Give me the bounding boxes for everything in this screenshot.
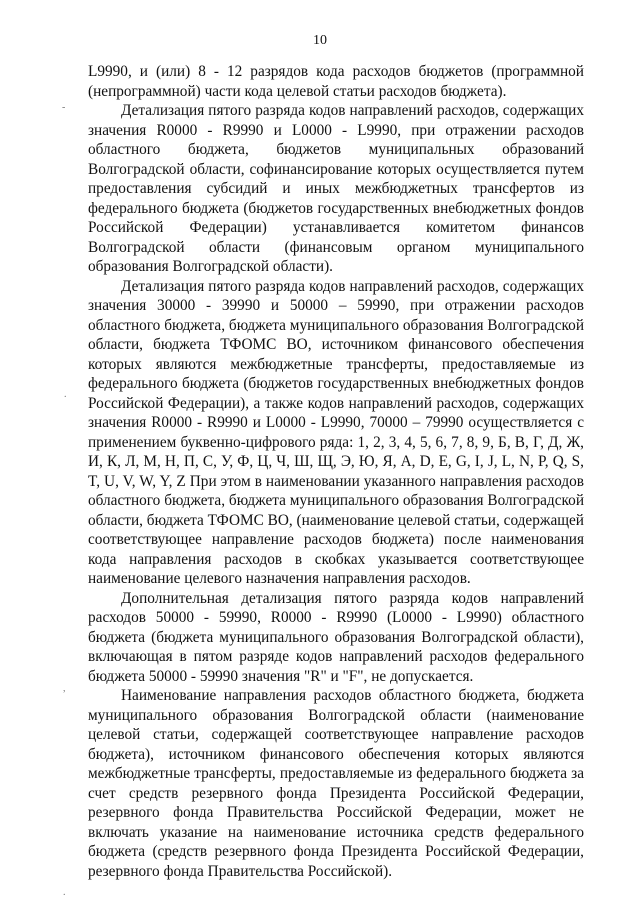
paragraph-naming-rules: Наименование направления расходов областного бюджета, бюджета муниципального образования Волгоградской области (наименование целевой статьи, содержащей соответствующее направление расходов бюджета), источником финансового обеспечения которых являются межбюджетные трансферты, предоставляемые из федерального бюджета за счет средств резервного фонда Президента Российской Федерации, резервного фонда Правительства Российской Федерации, может не включать указание на наименование источника средств федерального бюджета (средств резервного фонда Президента Российской Федерации, резервного фонда Правительства Российской). bbox=[88, 687, 584, 880]
paragraph-detail-30000-50000-codes: Детализация пятого разряда кодов направлений расходов, содержащих значения 30000 - 39990 и 50000 – 59990, при отражении расходов областного бюджета, бюджета муниципального образования Волгоградской области, бюджета ТФОМС ВО, источником финансового обеспечения которых являются межбюджетные трансферты, предоставляемые из федерального бюджета (бюджетов государственных внебюджетных фондов Российской Федерации), а также кодов направлений расходов, содержащих значения R0000 - R9990 и L0000 - L9990, 70000 – 79990 осуществляется с применением буквенно-цифрового ряда: 1, 2, 3, 4, 5, 6, 7, 8, 9, Б, В, Г, Д, Ж, И, К, Л, М, Н, П, С, У, Ф, Ц, Ч, Ш, Щ, Э, Ю, Я, A, D, E, G, I, J, L, N, P, Q, S, T, U, V, W, Y, Z При этом в наименовании указанного направления расходов областного бюджета, бюджета муниципального образования Волгоградской области, бюджета ТФОМС ВО, (наименование целевой статьи, содержащей соответствующее направление расходов бюджета) после наименования кода направления расходов в скобках указывается соответствующее наименование целевого назначения направления расходов. bbox=[88, 277, 584, 587]
scan-artifact-mark: , bbox=[63, 683, 66, 694]
scan-artifact-mark: . bbox=[64, 389, 67, 400]
paragraph-additional-detail: Дополнительная детализация пятого разряда кодов направлений расходов 50000 - 59990, R0000 - R9990 (L0000 - L9990) областного бюджета (бюджета муниципального образования Волгоградской области), включающая в пятом разряде кодов направлений расходов федерального бюджета 50000 - 59990 значения "R" и "F", не допускается. bbox=[88, 589, 584, 685]
paragraph-detail-r-l-codes: Детализация пятого разряда кодов направлений расходов, содержащих значения R0000 - R9990 и L0000 - L9990, при отражении расходов областного бюджета, бюджетов муниципальных образований Волгоградской области, софинансирование которых осуществляется путем предоставления субсидий и иных межбюджетных трансфертов из федерального бюджета (бюджетов государственных внебюджетных фондов Российской Федерации) устанавливается комитетом финансов Волгоградской области (финансовым органом муниципального образования Волгоградской области). bbox=[88, 102, 584, 275]
document-body bbox=[88, 62, 584, 881]
paragraph-continuation: L9990, и (или) 8 - 12 разрядов кода расходов бюджетов (программной (непрограммной) части кода целевой статьи расходов бюджета). bbox=[88, 63, 584, 100]
scan-artifact-mark: - bbox=[62, 102, 66, 113]
page-number: 10 bbox=[313, 33, 327, 48]
scan-artifact-mark: . bbox=[63, 887, 66, 898]
